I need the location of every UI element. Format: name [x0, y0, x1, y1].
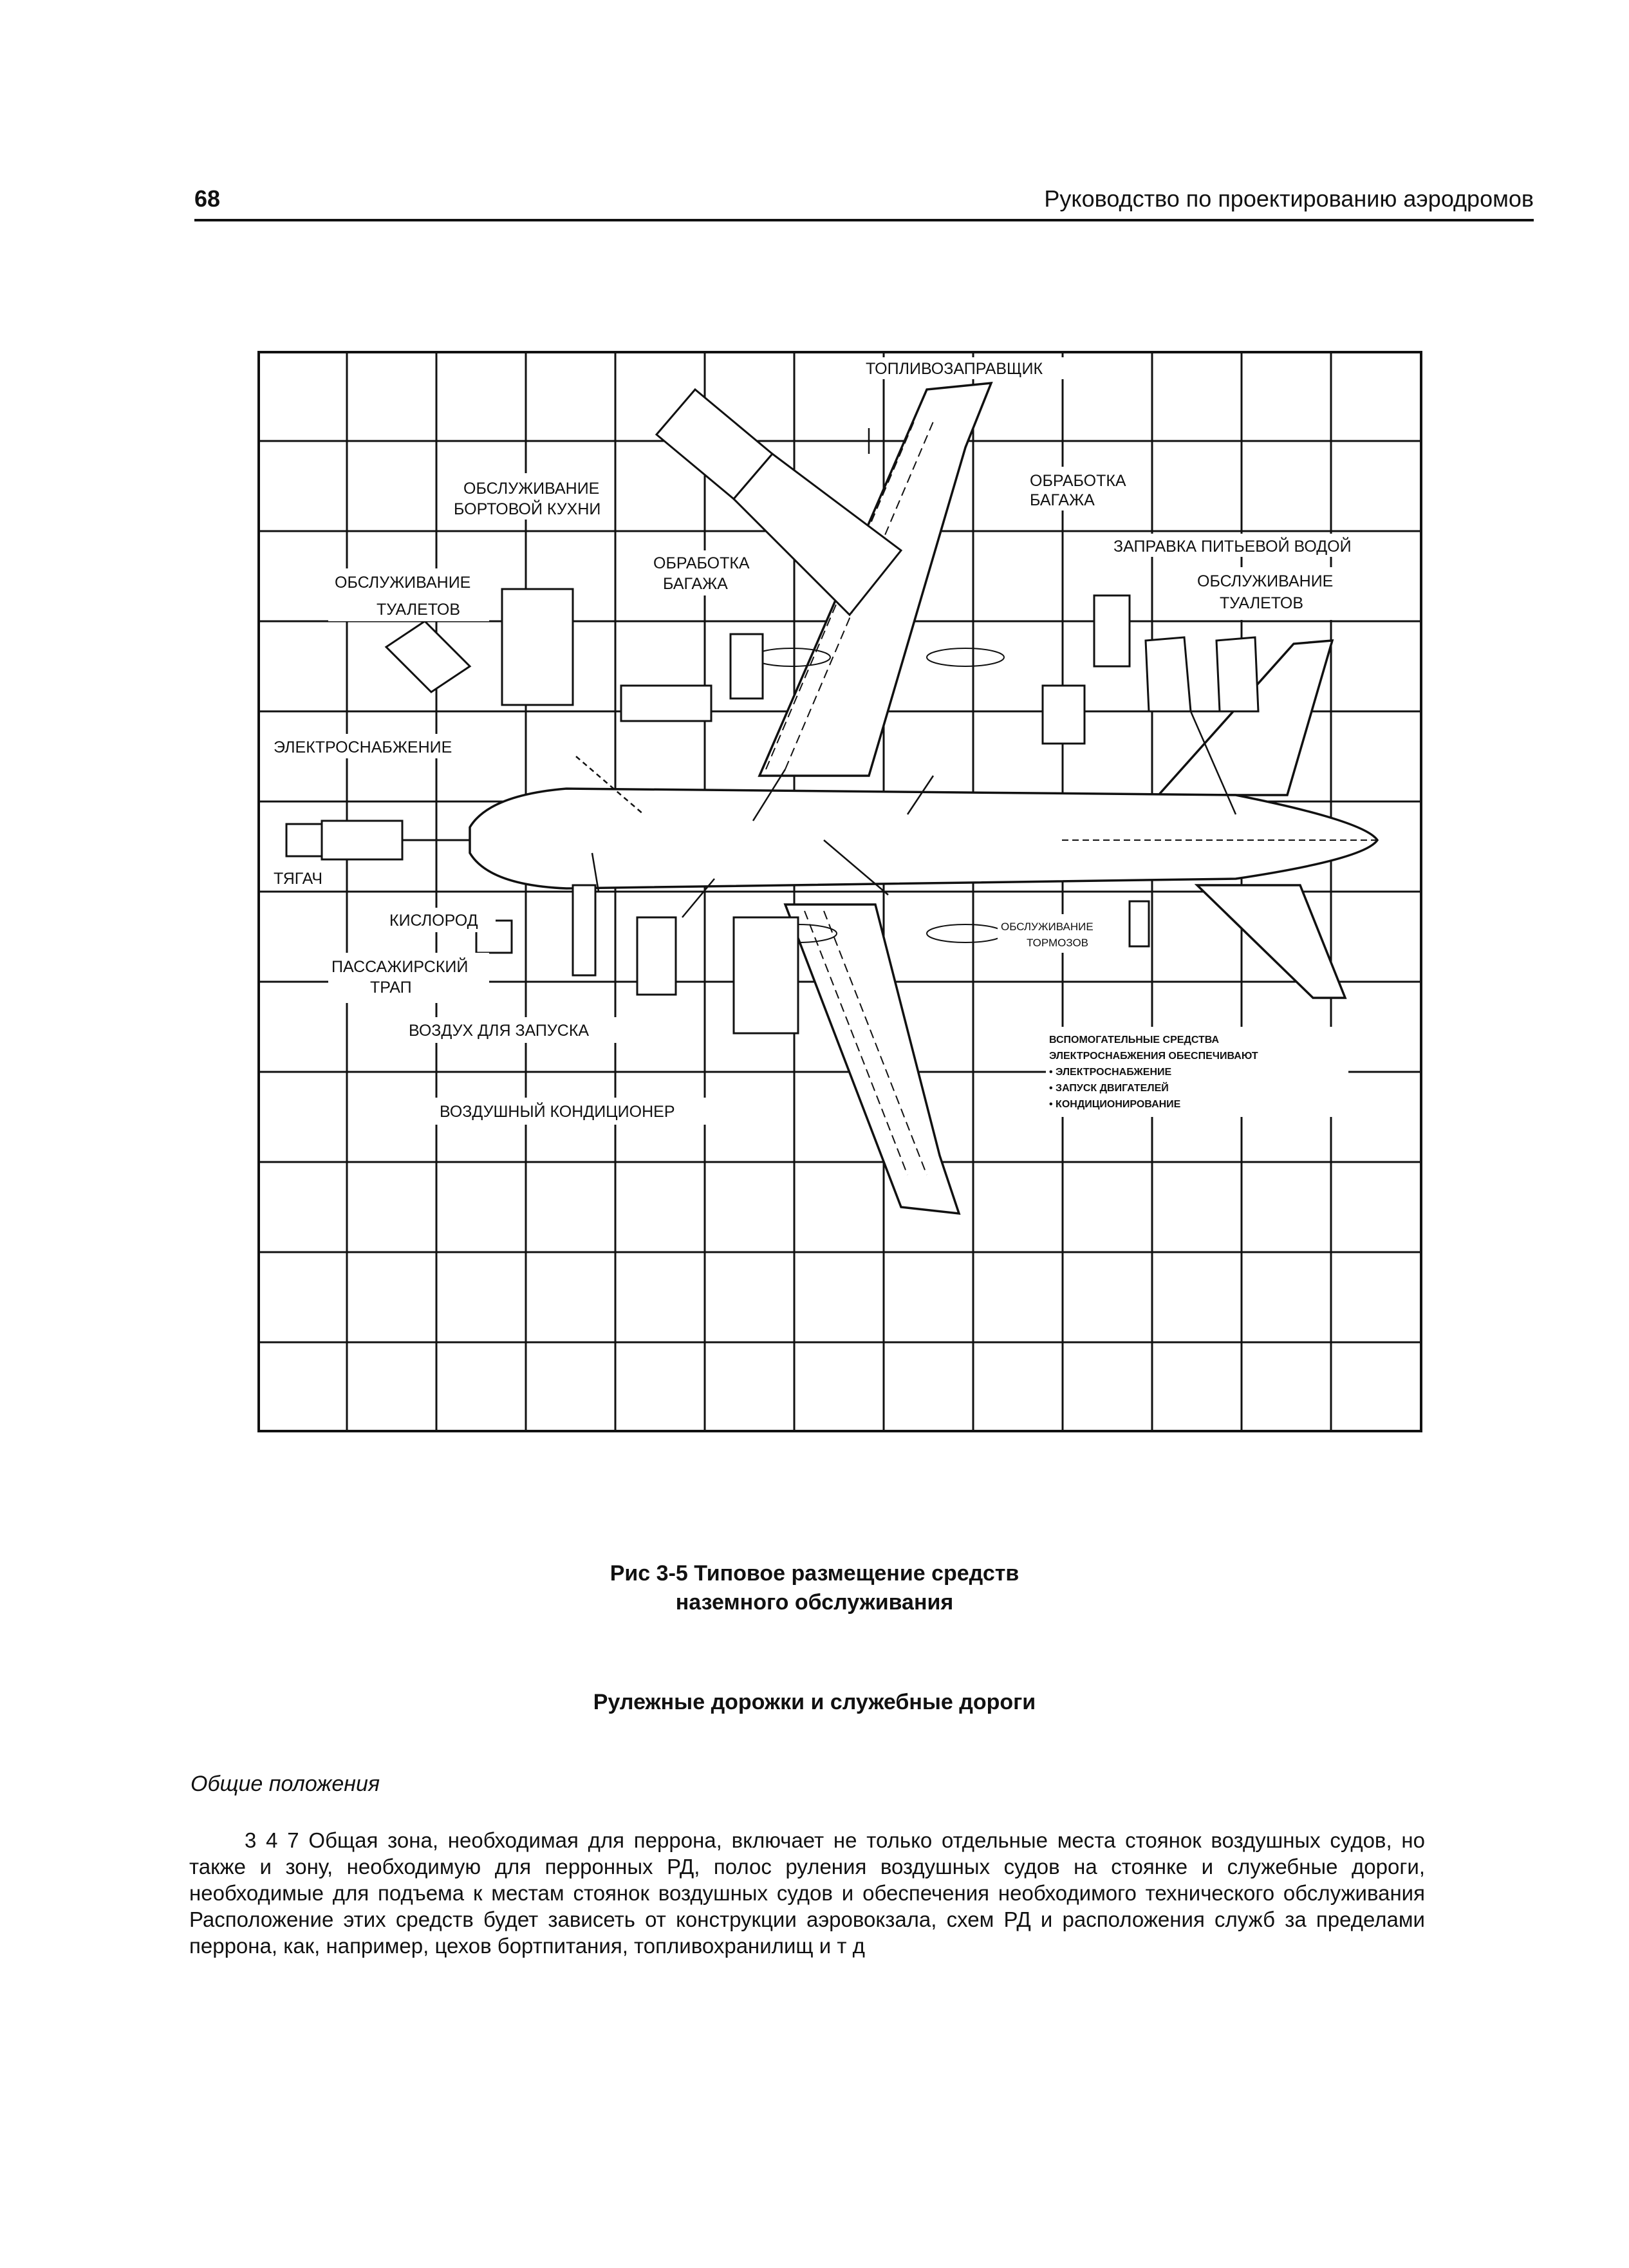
- figure-caption-line2: наземного обслуживания: [675, 1590, 954, 1615]
- label-air-start: ВОЗДУХ ДЛЯ ЗАПУСКА: [409, 1022, 590, 1040]
- label-lav-left-1: ОБСЛУЖИВАНИЕ: [335, 574, 471, 592]
- label-baggage-left-2: БАГАЖА: [663, 575, 728, 593]
- label-baggage-left-1: ОБРАБОТКА: [653, 554, 750, 572]
- label-stairs-1: ПАССАЖИРСКИЙ: [331, 958, 469, 976]
- label-lav-right-2: ТУАЛЕТОВ: [1220, 594, 1304, 612]
- label-lav-right-1: ОБСЛУЖИВАНИЕ: [1197, 572, 1334, 590]
- label-lav-left-2: ТУАЛЕТОВ: [377, 601, 461, 619]
- ground-service-diagram: [257, 351, 1422, 1432]
- label-brakes-1: ОБСЛУЖИВАНИЕ: [1001, 921, 1094, 933]
- label-power: ЭЛЕКТРОСНАБЖЕНИЕ: [274, 738, 452, 756]
- label-potable-water: ЗАПРАВКА ПИТЬЕВОЙ ВОДОЙ: [1113, 538, 1352, 556]
- label-tug: ТЯГАЧ: [274, 870, 323, 888]
- label-fuel-truck: ТОПЛИВОЗАПРАВЩИК: [866, 360, 1043, 378]
- label-aux-5: • КОНДИЦИОНИРОВАНИЕ: [1049, 1099, 1181, 1110]
- header-rule: [194, 219, 1534, 221]
- page-number: 68: [194, 185, 221, 212]
- label-aux-4: • ЗАПУСК ДВИГАТЕЛЕЙ: [1049, 1083, 1169, 1094]
- label-aux-2: ЭЛЕКТРОСНАБЖЕНИЯ ОБЕСПЕЧИВАЮТ: [1049, 1051, 1258, 1062]
- label-aux-1: ВСПОМОГАТЕЛЬНЫЕ СРЕДСТВА: [1049, 1035, 1220, 1045]
- body-paragraph: 3 4 7 Общая зона, необходимая для перрона, включает не только отдельные места стоянок воздушных судов, но также и зону, необходимую для перронных РД, полос руления воздушных судов на стоянке и служебные дороги, необходимые для подъема к местам стоянок воздушных судов и обеспечения необходимого технического обслуживания Расположение этих средств будет зависеть от конструкции аэровокзала, схем РД и расположения служб за пределами перрона, как, например, цехов бортпитания, топливохранилищ и т д: [189, 1828, 1425, 1958]
- label-stairs-2: ТРАП: [370, 979, 412, 997]
- label-aux-3: • ЭЛЕКТРОСНАБЖЕНИЕ: [1049, 1067, 1172, 1078]
- label-brakes-2: ТОРМОЗОВ: [1027, 937, 1089, 949]
- label-galley-2: БОРТОВОЙ КУХНИ: [454, 500, 601, 518]
- subsection-heading: Общие положения: [191, 1772, 380, 1796]
- figure-caption-line1: Рис 3-5 Типовое размещение средств: [610, 1561, 1019, 1586]
- label-baggage-right-2: БАГАЖА: [1030, 491, 1095, 509]
- section-heading: Рулежные дорожки и служебные дороги: [593, 1690, 1036, 1714]
- running-title: Руководство по проектированию аэродромов: [1044, 185, 1534, 212]
- label-baggage-right-1: ОБРАБОТКА: [1030, 472, 1126, 490]
- label-oxygen: КИСЛОРОД: [389, 912, 478, 930]
- label-galley-1: ОБСЛУЖИВАНИЕ: [463, 480, 600, 498]
- label-air-cond: ВОЗДУШНЫЙ КОНДИЦИОНЕР: [440, 1103, 675, 1121]
